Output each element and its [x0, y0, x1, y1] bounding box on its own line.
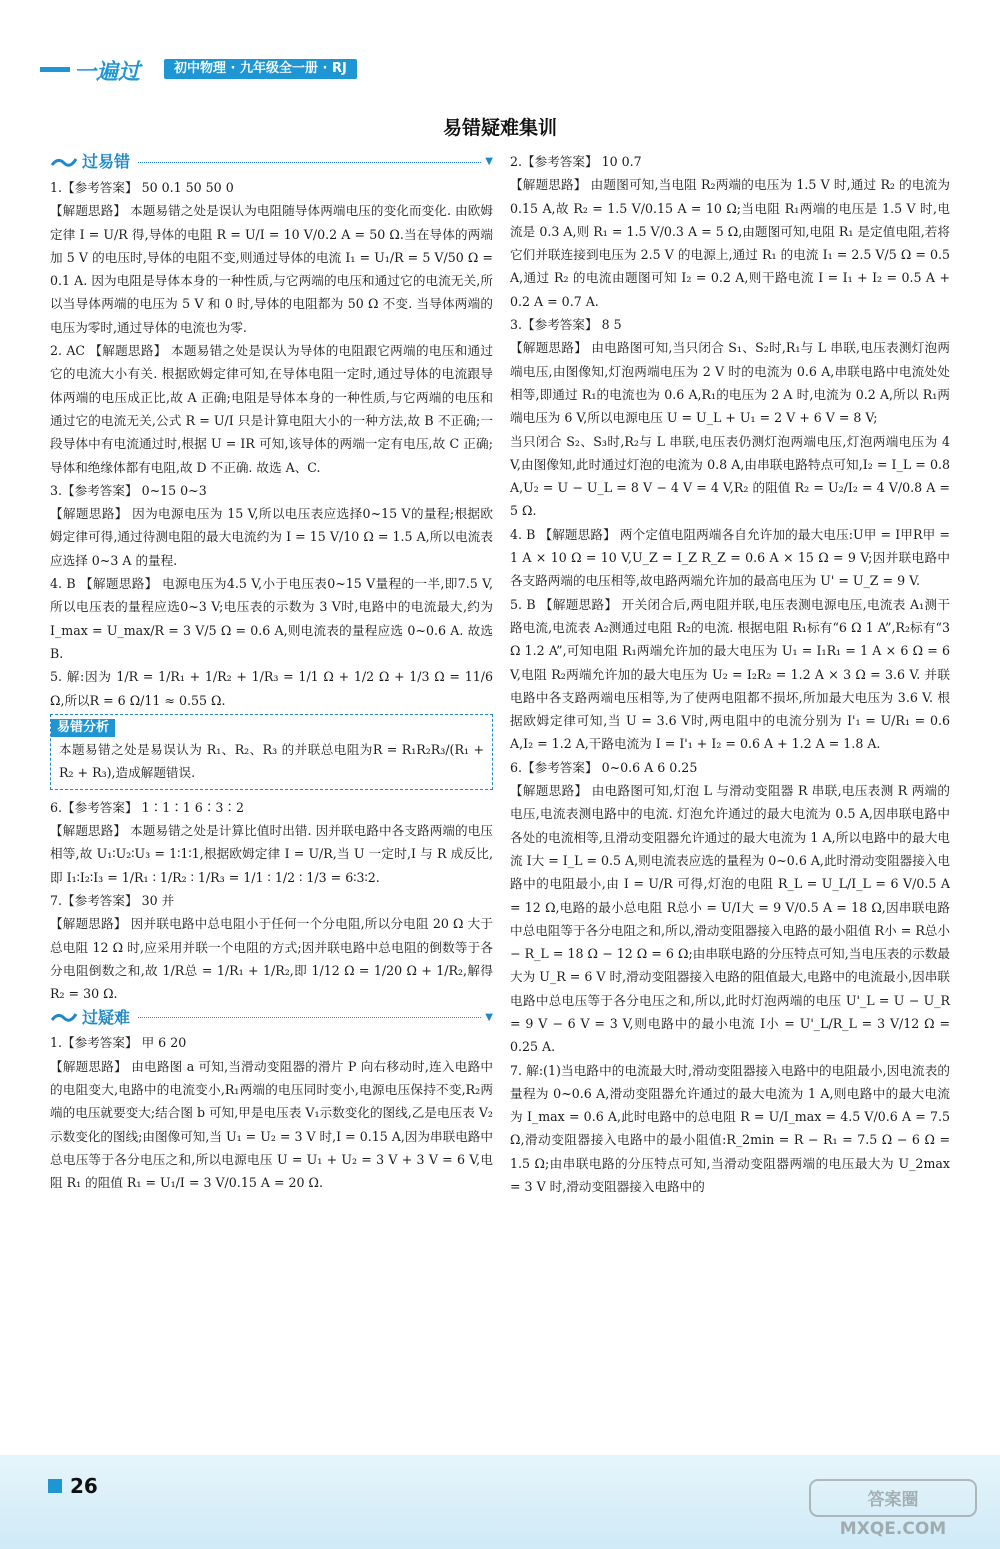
- answer-item: 【解题思路】 因为电源电压为 15 V,所以电压表应选择0~15 V的量程;根据欧姆定律可得,通过待测电阻的最大电流约为 I = 15 V/10 Ω = 1.5 A,所以电流表应选择 0~3 A 的量程.: [50, 506, 493, 568]
- answer-item: 1.【参考答案】 50 0.1 50 50 0: [50, 180, 234, 195]
- section-divider: [138, 1017, 481, 1018]
- watermark-url: MXQE.COM: [839, 1519, 947, 1539]
- answer-item: 当只闭合 S₂、S₃时,R₂与 L 串联,电压表仍测灯泡两端电压,灯泡两端电压为 4 V,由图像知,此时通过灯泡的电流为 0.8 A,由串联电路特点可知,I₂ = I_L = 0.8 A,U₂ = U − U_L = 8 V − 4 V = 4 V,R₂ 的阻值 R₂ = U₂/I₂ = 4 V/0.8 A = 5 Ω.: [510, 433, 950, 519]
- right-column: [510, 150, 950, 1198]
- section-swoosh-icon: [50, 153, 78, 171]
- watermark-text: 答案圈: [867, 1490, 919, 1510]
- answer-item: 【解题思路】 由电路图 a 可知,当滑动变阻器的滑片 P 向右移动时,连入电路中的电阻变大,电路中的电流变小,R₁两端的电压同时变小,电源电压保持不变,R₂两端的电压就要变大;结合图 b 可知,甲是电压表 V₁示数变化的图线,乙是电压表 V₂示数变化的图线;由图像可知,当 U₁ = U₂ = 3 V 时,I = 0.15 A,因为串联电路中总电压等于各分电压之和,所以电源电压 U = U₁ + U₂ = 3 V + 3 V = 6 V,电阻 R₁ 的阻值 R₁ = U₁/I = 3 V/0.15 A = 20 Ω.: [50, 1058, 493, 1191]
- section-swoosh-icon: [50, 1008, 78, 1026]
- answer-item: 1.【参考答案】 甲 6 20: [50, 1035, 187, 1051]
- error-analysis-label: 易错分析: [51, 719, 115, 737]
- answer-item: 3.【参考答案】 0~15 0~3: [50, 482, 207, 498]
- page-number-marker: [48, 1479, 62, 1493]
- page-title: 易错疑难集训: [442, 117, 557, 139]
- left-column: [50, 150, 493, 1194]
- answer-item: 【解题思路】 由题图可知,当电阻 R₂两端的电压为 1.5 V 时,通过 R₂ 的电流为 0.15 A,故 R₂ = 1.5 V/0.15 A = 10 Ω;当电阻 R₁两端的电压是 1.5 V 时,电流是 0.3 A,则 R₁ = 1.5 V/0.3 A = 5 Ω,由题图可知,电阻 R₁ 是定值电阻,若将它们并联连接到电压为 2.5 V 的电源上,通过 R₁ 的电流 I₁ = 2.5 V/5 Ω = 0.5 A,通过 R₂ 的电流由题图可知 I₂ = 0.2 A,则干路电流 I = I₁ + I₂ = 0.5 A + 0.2 A = 0.7 A.: [510, 177, 950, 309]
- error-analysis-box: [50, 714, 493, 790]
- answer-item: 2.【参考答案】 10 0.7: [510, 154, 642, 169]
- answer-item: 5. B 【解题思路】 开关闭合后,两电阻并联,电压表测电源电压,电流表 A₁测干路电流,电流表 A₂测通过电阻 R₂的电流. 根据电阻 R₁标有“6 Ω 1 A”,R₂标有“3 Ω 1.2 A”,可知电阻 R₁两端允许加的最大电压为 U₁ = I₁R₁ = 1 A × 6 Ω = 6 V,电阻 R₂两端允许加的最大电压为 U₂ = I₂R₂ = 1.2 A × 3 Ω = 3.6 V. 并联电路中各支路两端电压相等,为了使两电阻都不损坏,所加最大电压为 3.6 V. 根据欧姆定律可知,当 U = 3.6 V时,两电阻中的电流分别为 I'₁ = U/R₁ = 0.6 A,I₂ = 1.2 A,干路电流为 I = I'₁ + I₂ = 0.6 A + 1.2 A = 1.8 A.: [510, 596, 950, 752]
- series-label: 初中物理 · 九年级全一册 · RJ: [164, 59, 357, 79]
- svg-text:一遍过: 一遍过: [74, 60, 141, 85]
- answer-item: 5. 解:因为 1/R = 1/R₁ + 1/R₂ + 1/R₃ = 1/1 Ω + 1/2 Ω + 1/3 Ω = 11/6 Ω,所以R = 6 Ω/11 ≈ 0.55 Ω.: [50, 669, 493, 708]
- answer-item: 【解题思路】 本题易错之处是误认为电阻随导体两端电压的变化而变化. 由欧姆定律 I = U/R 得,导体的电阻 R = U/I = 10 V/0.2 A = 50 Ω.当在导体的两端加 5 V 的电压时,导体的电阻不变,则通过导体的电流 I₁ = U₁/R = 5 V/50 Ω = 0.1 A. 因为电阻是导体本身的一种性质,与它两端的电压和通过它的电流无关,所以当导体两端的电压为 5 V 和 0 时,导体的电阻都为 50 Ω 不变. 当导体两端的电压为零时,通过导体的电流也为零.: [50, 203, 493, 335]
- answer-item: 6.【参考答案】 1∶1∶1 6∶3∶2: [50, 799, 245, 815]
- section-title-easy: 过易错: [82, 152, 131, 172]
- error-analysis-text: 本题易错之处是易误认为 R₁、R₂、R₃ 的并联总电阻为R = R₁R₂R₃/(R₁ + R₂ + R₃),造成解题错误.: [59, 742, 484, 781]
- watermark-logo: [808, 1478, 978, 1540]
- answer-item: 4. B 【解题思路】 电源电压为4.5 V,小于电压表0~15 V量程的一半,即7.5 V,所以电压表的量程应选0~3 V;电压表的示数为 3 V时,电路中的电流最大,约为 I_max = U_max/R = 3 V/5 Ω = 0.6 A,则电流表的量程应选 0~0.6 A. 故选 B.: [50, 576, 493, 661]
- chevron-down-icon: ▼: [485, 156, 493, 168]
- answer-item: 7. 解:(1)当电路中的电流最大时,滑动变阻器接入电路中的电阻最小,因电流表的量程为 0~0.6 A,滑动变阻器允许通过的最大电流为 1 A,则电路中的最大电流为 I_max = 0.6 A,此时电路中的总电阻 R = U/I_max = 4.5 V/0.6 A = 7.5 Ω,滑动变阻器接入电路中的最小阻值:R_2min = R − R₁ = 7.5 Ω − 6 Ω = 1.5 Ω;由串联电路的分压特点可知,当滑动变阻器两端的电压最大为 U_2max = 3 V 时,滑动变阻器接入电路中的: [510, 1062, 950, 1195]
- section-title-hard: 过疑难: [82, 1007, 131, 1027]
- answer-item: 7.【参考答案】 30 并: [50, 892, 175, 908]
- page-number-text: 26: [70, 1474, 98, 1498]
- section-divider: [138, 162, 481, 163]
- answer-item: 3.【参考答案】 8 5: [510, 317, 622, 333]
- answer-item: 【解题思路】 因并联电路中总电阻小于任何一个分电阻,所以分电阻 20 Ω 大于总电阻 12 Ω 时,应采用并联一个电阻的方式;因并联电路中总电阻的倒数等于各分电阻倒数之和,故 1/R总 = 1/R₁ + 1/R₂,即 1/12 Ω = 1/20 Ω + 1/R₂,解得 R₂ = 30 Ω.: [50, 916, 493, 1002]
- page-number: [48, 1474, 98, 1498]
- section-head-hard: [50, 1005, 493, 1029]
- brand-logo: [40, 55, 160, 85]
- answer-item: 6.【参考答案】 0~0.6 A 6 0.25: [510, 759, 698, 775]
- answer-item: 【解题思路】 由电路图可知,灯泡 L 与滑动变阻器 R 串联,电压表测 R 两端的电压,电流表测电路中的电流. 灯泡允许通过的最大电流为 0.5 A,因串联电路中各处的电流相等,且滑动变阻器允许通过的最大电流为 1 A,所以电路中的最大电流 I大 = I_L = 0.5 A,则电流表应选的量程为 0~0.6 A,此时滑动变阻器接入电路中的电阻最小,由 I = U/R 可得,灯泡的电阻 R_L = U_L/I_L = 6 V/0.5 A = 12 Ω,电路的最小总电阻 R总小 = U/I大 = 9 V/0.5 A = 18 Ω,因串联电路中总电阻等于各分电阻之和,所以,滑动变阻器接入电路的最小阻值 R小 = R总小 − R_L = 18 Ω − 12 Ω = 6 Ω;由串联电路的分压特点可知,当电压表的示数最大为 U_R = 6 V 时,滑动变阻器接入电路的阻值最大,电路中的电流最小,因串联电路中总电压等于各分电压之和,所以,此时灯泡两端的电压 U'_L = U − U_R = 9 V − 6 V = 3 V,则电路中的最小电流 I小 = U'_L/R_L = 3 V/12 Ω = 0.25 A.: [510, 783, 950, 1055]
- answer-item: 4. B 【解题思路】 两个定值电阻两端各自允许加的最大电压:U甲 = I甲R甲 = 1 A × 10 Ω = 10 V,U_Z = I_Z R_Z = 0.6 A × 15 Ω = 9 V;因并联电路中各支路两端的电压相等,故电路两端允许加的最高电压为 U' = U_Z = 9 V.: [510, 526, 950, 589]
- chevron-down-icon: ▼: [485, 1011, 493, 1023]
- section-head-easy: [50, 150, 493, 174]
- answer-item: 【解题思路】 由电路图可知,当只闭合 S₁、S₂时,R₁与 L 串联,电压表测灯泡两端电压,由图像知,灯泡两端电压为 2 V 时的电流为 0.6 A,串联电路中电流处处相等,即通过 R₁的电流也为 0.6 A,R₁的电压为 2 A 时,电流为 0.2 A,所以 R₁两端电压为 6 V,所以电源电压 U = U_L + U₁ = 2 V + 6 V = 8 V;: [510, 340, 950, 426]
- answer-item: 【解题思路】 本题易错之处是计算比值时出错. 因并联电路中各支路两端的电压相等,故 U₁∶U₂∶U₃ = 1∶1∶1,根据欧姆定律 I = U/R,当 U 一定时,I 与 R 成反比,即 I₁∶I₂∶I₃ = 1/R₁ ∶ 1/R₂ ∶ 1/R₃ = 1/1 ∶ 1/2 ∶ 1/3 = 6∶3∶2.: [50, 823, 493, 885]
- answer-item: 2. AC 【解题思路】 本题易错之处是误认为导体的电阻跟它两端的电压和通过它的电流大小有关. 根据欧姆定律可知,在导体电阻一定时,通过导体的电流跟导体两端的电压成正比,故 A 正确;电阻是导体本身的一种性质,与它两端的电压和通过它的电流无关,公式 R = U/I 只是计算电阻大小的一种方法,故 B 不正确;一段导体中有电流通过时,根据 U = IR 可知,该导体的两端一定有电压,故 C 正确;导体和绝缘体都有电阻,故 D 不正确. 故选 A、C.: [50, 343, 493, 475]
